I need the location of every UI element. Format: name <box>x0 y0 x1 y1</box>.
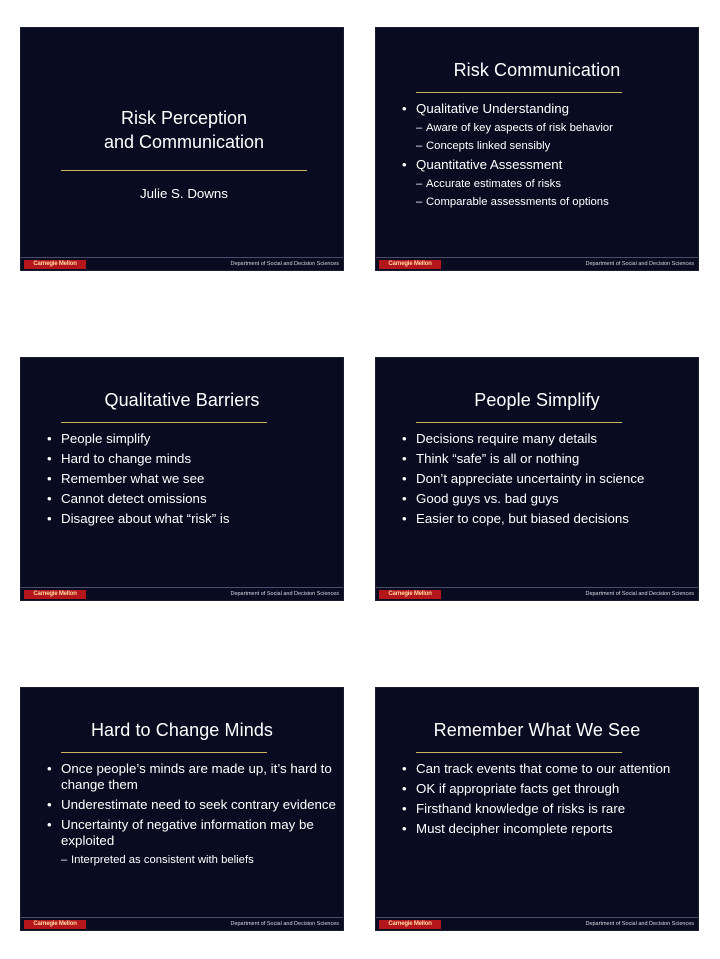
bullet-item: • Disagree about what “risk” is <box>47 511 337 527</box>
bullet-item: • People simplify <box>47 431 337 447</box>
sub-bullet-item: – Concepts linked sensibly <box>402 139 692 153</box>
bullet-item: • Firsthand knowledge of risks is rare <box>402 801 692 817</box>
department-label: Department of Social and Decision Sciences <box>230 591 339 597</box>
slide-people-simplify <box>375 357 699 601</box>
department-label: Department of Social and Decision Sciences <box>585 591 694 597</box>
footer-divider <box>376 587 698 588</box>
university-logo: Carnegie Mellon <box>379 590 441 599</box>
bullet-item: • OK if appropriate facts get through <box>402 781 692 797</box>
footer-divider <box>21 587 343 588</box>
bullet-item: • Underestimate need to seek contrary evidence <box>47 797 337 813</box>
department-label: Department of Social and Decision Sciences <box>585 921 694 927</box>
footer-divider <box>21 917 343 918</box>
title-divider <box>416 92 622 93</box>
slide-title: Risk Communication <box>453 60 621 80</box>
bullet-item: • Good guys vs. bad guys <box>402 491 692 507</box>
sub-bullet-item: – Interpreted as consistent with beliefs <box>47 853 337 867</box>
sub-bullet-item: – Aware of key aspects of risk behavior <box>402 121 692 135</box>
slide-title: People Simplify <box>474 390 600 410</box>
bullet-item: • Uncertainty of negative information may be exploited <box>47 817 337 849</box>
bullet-list <box>47 761 337 871</box>
university-logo: Carnegie Mellon <box>24 260 86 269</box>
footer-divider <box>376 917 698 918</box>
slide-title: Qualitative Barriers <box>104 390 260 410</box>
bullet-item: • Cannot detect omissions <box>47 491 337 507</box>
bullet-list <box>402 431 692 531</box>
bullet-list <box>47 431 337 531</box>
bullet-item: • Qualitative Understanding <box>402 101 692 117</box>
university-logo: Carnegie Mellon <box>379 920 441 929</box>
title-line-2: and Communication <box>103 132 265 152</box>
slide-title: Remember What We See <box>433 720 641 740</box>
bullet-item: • Must decipher incomplete reports <box>402 821 692 837</box>
slide-title: Hard to Change Minds <box>90 720 274 740</box>
slide-title-page <box>20 27 344 271</box>
slide-remember-what-we-see <box>375 687 699 931</box>
author-name: Julie S. Downs <box>140 186 228 201</box>
university-logo: Carnegie Mellon <box>24 590 86 599</box>
slide-hard-to-change-minds <box>20 687 344 931</box>
bullet-item: • Remember what we see <box>47 471 337 487</box>
title-line-1: Risk Perception <box>120 108 248 128</box>
title-divider <box>61 752 267 753</box>
department-label: Department of Social and Decision Sciences <box>230 921 339 927</box>
slide-title <box>21 106 347 154</box>
footer-divider <box>376 257 698 258</box>
slide-qualitative-barriers <box>20 357 344 601</box>
bullet-item: • Decisions require many details <box>402 431 692 447</box>
department-label: Department of Social and Decision Sciences <box>230 261 339 267</box>
slide-risk-communication <box>375 27 699 271</box>
bullet-item: • Once people’s minds are made up, it’s hard to change them <box>47 761 337 793</box>
bullet-item: • Think “safe” is all or nothing <box>402 451 692 467</box>
sub-bullet-item: – Accurate estimates of risks <box>402 177 692 191</box>
title-divider <box>61 170 307 171</box>
bullet-item: • Easier to cope, but biased decisions <box>402 511 692 527</box>
bullet-item: • Quantitative Assessment <box>402 157 692 173</box>
bullet-item: • Hard to change minds <box>47 451 337 467</box>
bullet-list <box>402 101 692 213</box>
department-label: Department of Social and Decision Sciences <box>585 261 694 267</box>
title-divider <box>416 752 622 753</box>
university-logo: Carnegie Mellon <box>24 920 86 929</box>
university-logo: Carnegie Mellon <box>379 260 441 269</box>
footer-divider <box>21 257 343 258</box>
title-divider <box>416 422 622 423</box>
bullet-item: • Don’t appreciate uncertainty in science <box>402 471 692 487</box>
bullet-list <box>402 761 692 841</box>
title-divider <box>61 422 267 423</box>
bullet-item: • Can track events that come to our attention <box>402 761 692 777</box>
sub-bullet-item: – Comparable assessments of options <box>402 195 692 209</box>
